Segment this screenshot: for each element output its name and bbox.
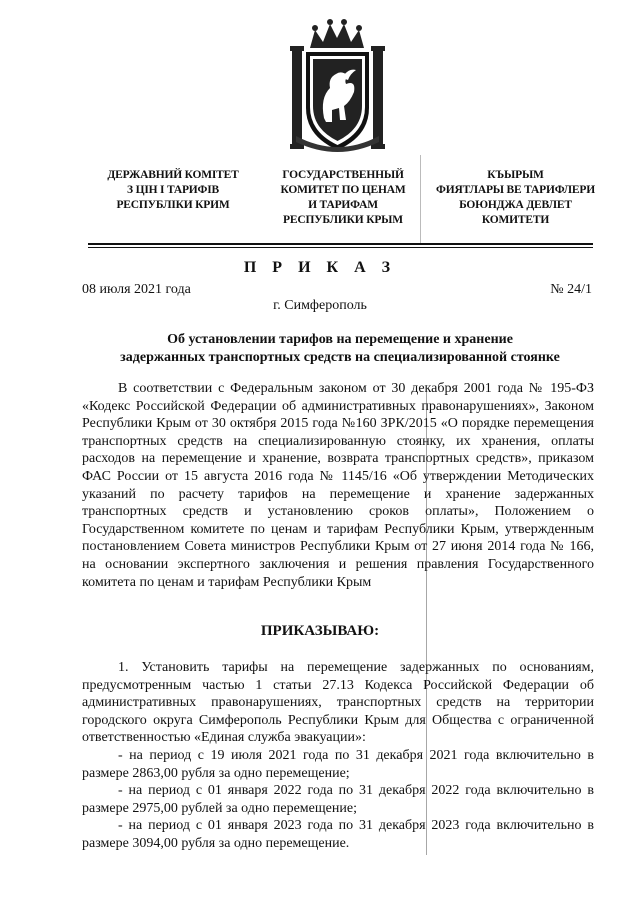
header-right-line-3: БОЮНДЖА ДЕВЛЕТ: [459, 199, 572, 211]
subject-line-2: задержанных транспортных средств на специализированной стоянке: [120, 350, 560, 365]
header-ukrainian: [88, 168, 258, 213]
document-title: П Р И К А З: [243, 259, 397, 276]
header-russian: [268, 168, 418, 228]
header-divider-thin: [88, 247, 593, 248]
tariff-period-2: - на период с 01 января 2022 года по 31 декабря 2022 года включительно в размере 2975,00 рублей за одно перемещение;: [82, 783, 594, 816]
tariff-period-1: - на период с 19 июля 2021 года по 31 декабря 2021 года включительно в размере 2863,00 рубля за одно перемещение;: [82, 747, 594, 781]
document-subject: [80, 331, 600, 367]
order-item-1: 1. Установить тарифы на перемещение задержанных по основаниям, предусмотренным частью 1 статьи 27.13 Кодекса Российской Федерации об административных правонарушениях, транспортных средств на территории городского округа Симферополь Республики Крым для Общества с ограниченной ответственностью «Единая служба эвакуации»:: [82, 660, 594, 746]
header-crimean-tatar: [428, 168, 603, 228]
crimea-coat-of-arms-icon: [290, 18, 385, 158]
header-divider-thick: [88, 243, 593, 245]
document-city: г. Симферополь: [273, 298, 367, 313]
header-left-line-1: ДЕРЖАВНИЙ КОМІТЕТ: [107, 169, 239, 181]
order-items: [82, 659, 594, 853]
header-left-line-3: РЕСПУБЛІКИ КРИМ: [116, 199, 230, 211]
document-date: 08 июля 2021 года: [82, 282, 191, 297]
header-left-line-2: З ЦІН І ТАРИФІВ: [127, 184, 219, 196]
header-right-line-1: КЪЫРЫМ: [487, 169, 544, 181]
tariff-period-3: - на период с 01 января 2023 года по 31 декабря 2023 года включительно в размере 3094,00 рубля за одно перемещение.: [82, 818, 594, 851]
document-number: № 24/1: [550, 282, 592, 297]
header-right-line-2: ФИЯТЛАРЫ ВЕ ТАРИФЛЕРИ: [436, 184, 595, 196]
header-mid-line-1: ГОСУДАРСТВЕННЫЙ: [282, 169, 404, 181]
subject-line-1: Об установлении тарифов на перемещение и хранение: [167, 332, 513, 347]
scan-fold-line-top: [420, 155, 421, 245]
header-right-line-4: КОМИТЕТИ: [481, 214, 550, 226]
header-mid-line-4: РЕСПУБЛИКИ КРЫМ: [283, 214, 403, 226]
preamble-paragraph: В соответствии с Федеральным законом от 30 декабря 2001 года № 195-ФЗ «Кодекс Российской Федерации об административных правонарушениях», Законом Республики Крым от 30 октября 2015 года №160 ЗРК/2015 «О порядке перемещения транспортных средств на специализированную стоянку, их хранения, оплаты расходов на перемещение и хранение, возврата транспортных средств», приказом ФАС России от 15 августа 2016 года № 1145/16 «Об утверждении Методических указаний по расчету тарифов на перемещение и хранение задержанных транспортных средств и установлению сроков оплаты», Положением о Государственном комитете по ценам и тарифам Республики Крым, утвержденным постановлением Совета министров Республики Крым от 27 июня 2014 года № 166, на основании экспертного заключения и решения правления Государственного комитета по ценам и тарифам Республики Крым: [82, 381, 594, 590]
scan-fold-line: [426, 385, 427, 855]
order-heading: ПРИКАЗЫВАЮ:: [260, 623, 380, 639]
header-mid-line-3: И ТАРИФАМ: [308, 199, 378, 211]
header-mid-line-2: КОМИТЕТ ПО ЦЕНАМ: [280, 184, 406, 196]
